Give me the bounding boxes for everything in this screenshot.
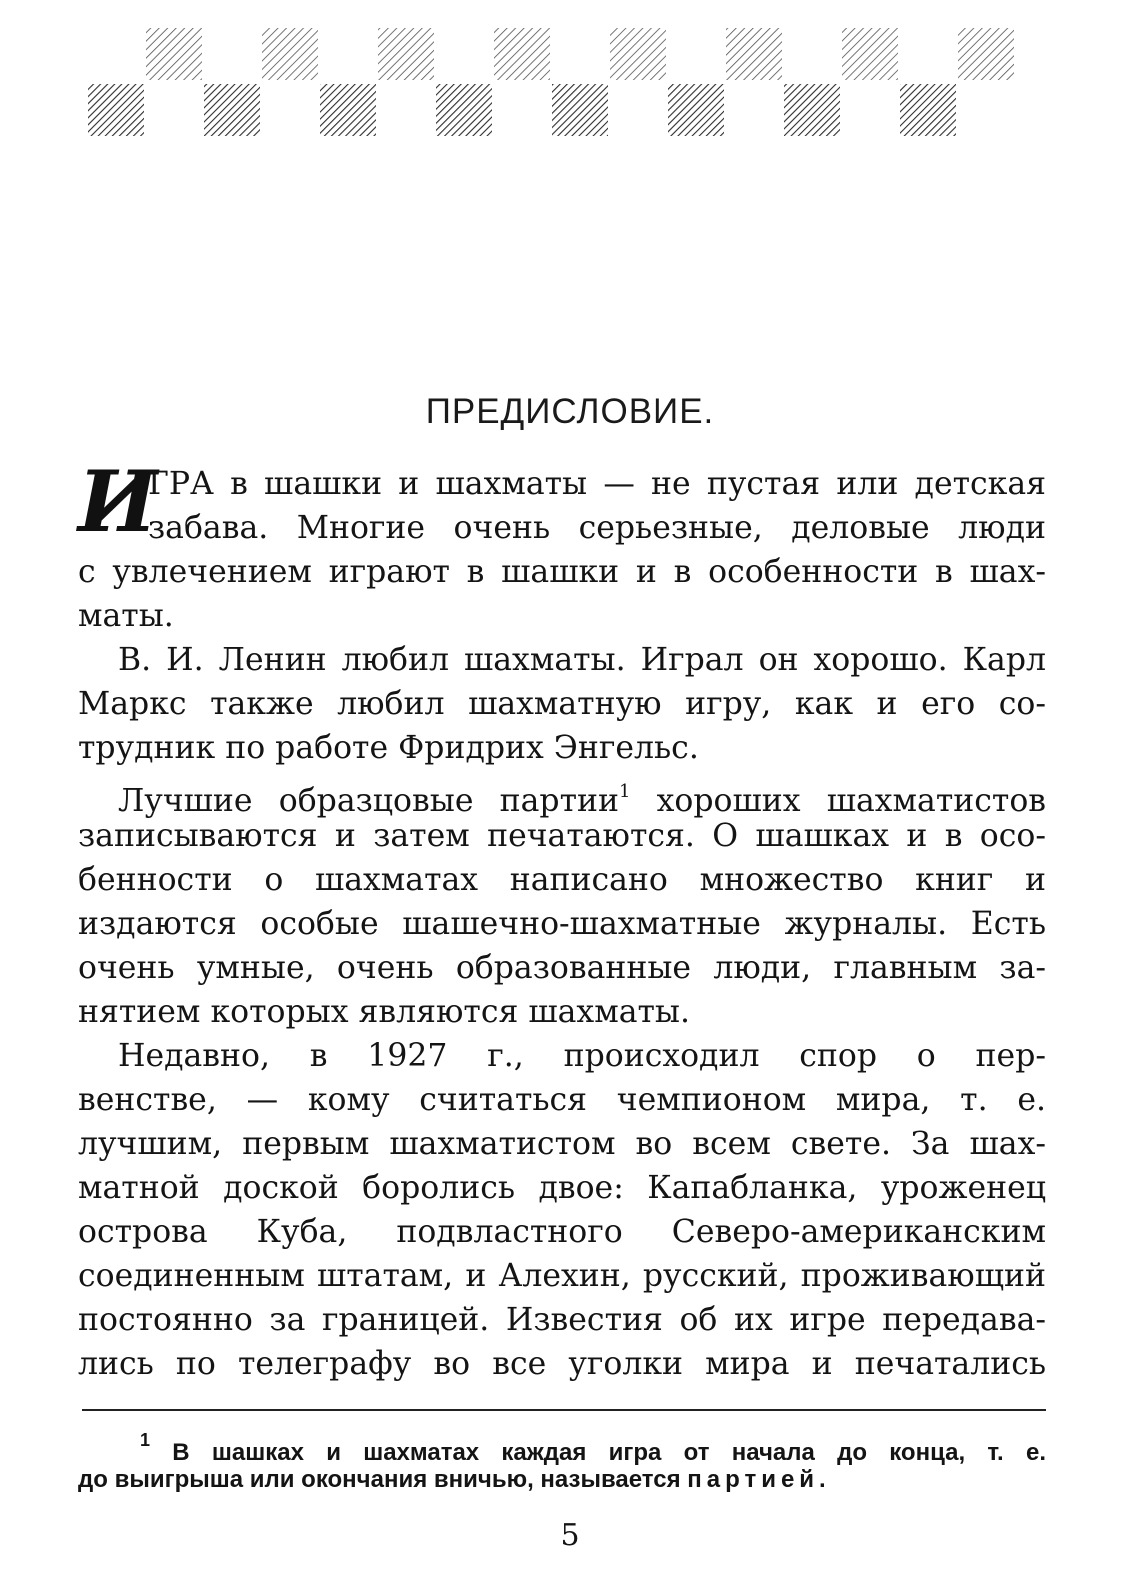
ornament-square — [378, 28, 434, 80]
text-line: острова Куба, подвластного Северо-американским — [78, 1214, 1046, 1250]
ornament-square — [204, 84, 260, 136]
text-line: записываются и затем печатаются. О шашках и в осо- — [78, 818, 1046, 854]
drop-cap: И — [78, 452, 158, 551]
footnote-text: В шашках и шахматах каждая игра от начала до конца, т. е. — [172, 1439, 1046, 1466]
text-line: венстве, — кому считаться чемпионом мира, т. е. — [78, 1082, 1046, 1118]
ornament-square — [494, 28, 550, 80]
text-line: нятием которых являются шахматы. — [78, 994, 690, 1030]
footnote-term: партией. — [687, 1466, 831, 1493]
ornament-square — [726, 28, 782, 80]
text-line: матной доской боролись двое: Капабланка, уроженец — [78, 1170, 1046, 1206]
text-line: лись по телеграфу во все уголки мира и печатались — [78, 1346, 1046, 1382]
ornament-square — [262, 28, 318, 80]
ornament-square — [436, 84, 492, 136]
footnote — [78, 1420, 1046, 1500]
text-line: Недавно, в 1927 г., происходил спор о пер- — [118, 1038, 1046, 1074]
ornament-square — [842, 28, 898, 80]
text-fragment: хороших шахматистов — [656, 783, 1047, 819]
footnote-marker: 1 — [140, 1430, 151, 1450]
page-number: 5 — [560, 1518, 580, 1553]
text-line: В. И. Ленин любил шахматы. Играл он хорошо. Карл — [118, 642, 1046, 678]
text-line: забава. Многие очень серьезные, деловые люди — [148, 510, 1046, 546]
text-fragment: Лучшие образцовые партии — [118, 783, 619, 819]
text-line: очень умные, очень образованные люди, главным за- — [78, 950, 1046, 986]
text-line: с увлечением играют в шашки и в особенности в шах- — [78, 554, 1046, 590]
text-line: Маркс также любил шахматную игру, как и его со- — [78, 686, 1046, 722]
checker-ornament — [0, 0, 1140, 150]
text-line: издаются особые шашечно-шахматные журналы. Есть — [78, 906, 1046, 942]
ornament-square — [146, 28, 202, 80]
footnote-line — [78, 1460, 1046, 1500]
footnote-text: до выигрыша или окончания вничью, называется — [78, 1466, 681, 1493]
ornament-square — [668, 84, 724, 136]
footnote-reference: 1 — [619, 781, 631, 802]
ornament-square — [900, 84, 956, 136]
ornament-square — [784, 84, 840, 136]
text-line-with-footnote — [78, 770, 1047, 819]
body-text — [78, 452, 1047, 1386]
ornament-square — [552, 84, 608, 136]
text-line: ГРА в шашки и шахматы — не пустая или детская — [148, 466, 1046, 502]
text-line: соединенным штатам, и Алехин, русский, проживающий — [78, 1258, 1046, 1294]
text-line: маты. — [78, 598, 174, 634]
ornament-square — [88, 84, 144, 136]
text-line: бенности о шахматах написано множество книг и — [78, 862, 1046, 898]
footnote-line — [78, 1420, 1046, 1466]
text-line: лучшим, первым шахматистом во всем свете. За шах- — [78, 1126, 1046, 1162]
page-title: ПРЕДИСЛОВИЕ. — [425, 392, 715, 431]
ornament-square — [958, 28, 1014, 80]
ornament-square — [320, 84, 376, 136]
footnote-divider — [82, 1409, 1046, 1411]
text-line: трудник по работе Фридрих Энгельс. — [78, 730, 699, 766]
text-line: постоянно за границей. Известия об их игре передава- — [78, 1302, 1046, 1338]
ornament-square — [610, 28, 666, 80]
